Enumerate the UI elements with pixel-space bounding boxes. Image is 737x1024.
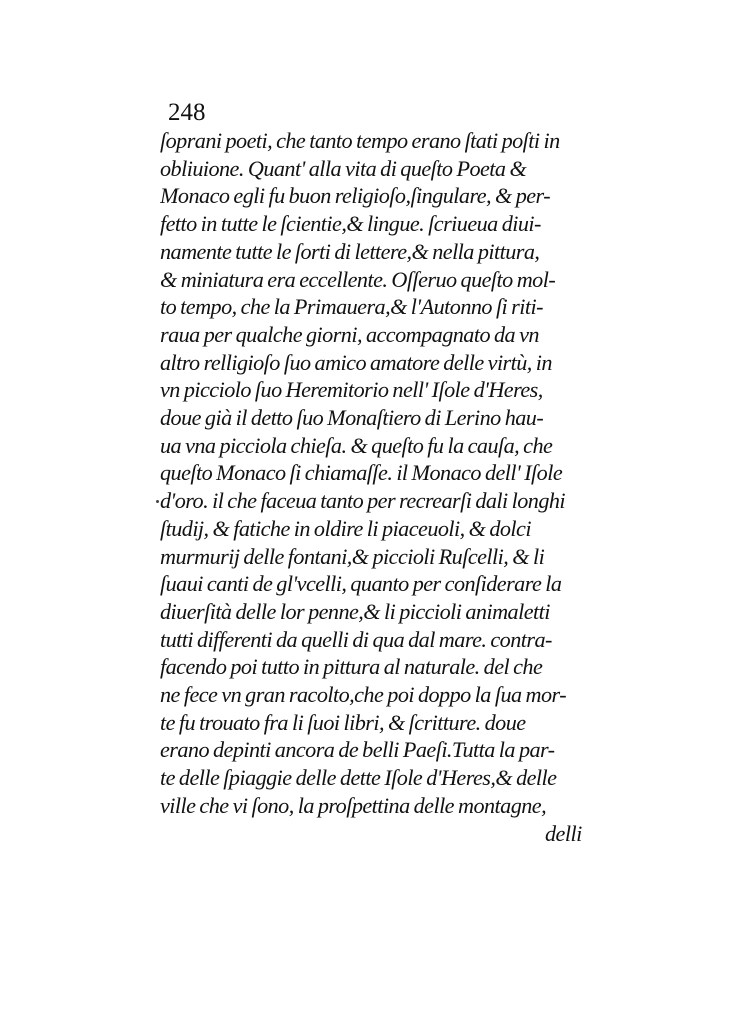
catchword: delli (545, 820, 582, 846)
text-line: te delle ſpiaggie delle dette Iſole d'Heres,& delle (160, 765, 557, 791)
text-line: ua vna picciola chieſa. & queſto fu la cauſa, che (160, 432, 553, 458)
text-line: ville che vi ſono, la proſpettina delle montagne, (160, 792, 547, 818)
text-line: fetto in tutte le ſcientie,& lingue. ſcriueua diui- (160, 211, 541, 237)
text-line: & miniatura era eccellente. Oſſeruo queſto mol- (160, 266, 556, 292)
text-line: queſto Monaco ſi chiamaſſe. il Monaco dell' Iſole (160, 460, 563, 486)
text-line: namente tutte le ſorti di lettere,& nella pittura, (160, 238, 540, 264)
text-line: ſuaui canti de gl'vcelli, quanto per conſiderare la (160, 571, 562, 597)
text-line: d'oro. il che faceua tanto per recrearſi dali longhi (160, 488, 566, 514)
text-line: doue già il detto ſuo Monaſtiero di Lerino hau- (160, 405, 544, 430)
text-line: vn picciolo ſuo Heremitorio nell' Iſole d'Heres, (160, 377, 543, 403)
text-line: ne fece vn gran racolto,che poi doppo la ſua mor- (160, 682, 567, 707)
text-line: diuerſità delle lor penne,& li piccioli animaletti (160, 598, 550, 624)
text-line: ſoprani poeti, che tanto tempo erano ſtati poſti in (160, 128, 560, 153)
text-line: erano depinti ancora de belli Paeſi.Tutta la par- (160, 737, 555, 763)
text-line: facendo poi tutto in pittura al naturale. del che (160, 654, 543, 680)
text-line: ſtudij, & fatiche in oldire li piaceuoli, & dolci (160, 515, 531, 541)
text-line: murmurij delle fontani,& piccioli Ruſcelli, & li (160, 543, 545, 569)
text-line: to tempo, che la Primauera,& l'Autonno ſi riti- (160, 294, 543, 320)
text-line: raua per qualche giorni, accompagnato da vn (160, 321, 539, 347)
text-line: obliuione. Quant' alla vita di queſto Poeta & (160, 155, 527, 181)
page-number: 248 (168, 99, 206, 126)
ink-speck (156, 500, 159, 503)
text-line: Monaco egli fu buon religioſo,ſingulare, & per- (160, 183, 551, 209)
text-line: altro relligioſo ſuo amico amatore delle virtù, in (160, 349, 552, 375)
text-line: te fu trouato fra li ſuoi libri, & ſcritture. doue (160, 709, 526, 735)
text-line: tutti differenti da quelli di qua dal mare. contra- (160, 626, 552, 652)
